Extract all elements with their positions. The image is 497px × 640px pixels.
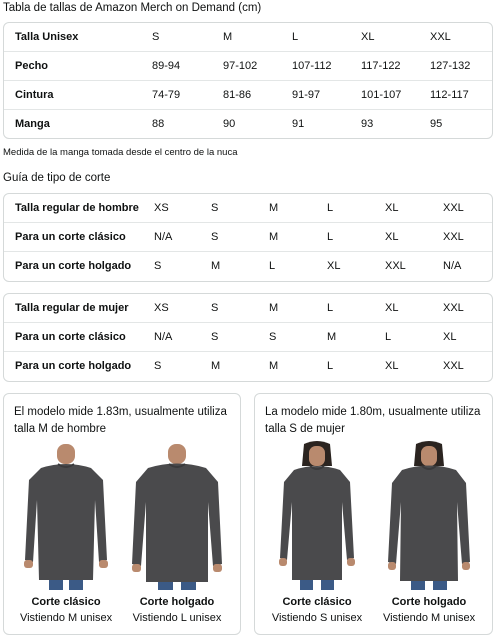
female-model-loose-photo — [374, 440, 484, 590]
size-col-xxl: XXL — [430, 31, 451, 43]
table-cell: XXL — [443, 302, 464, 314]
table-row — [4, 52, 492, 81]
row-label-chest: Pecho — [15, 60, 49, 72]
table-cell: L — [327, 231, 334, 243]
table-cell: M — [269, 231, 279, 243]
row-label-sleeve: Manga — [15, 118, 50, 130]
table-cell: 97-102 — [223, 60, 258, 72]
table-cell: 117-122 — [361, 60, 401, 72]
table-cell: XL — [385, 202, 399, 214]
table-cell: 91 — [292, 118, 305, 130]
table-cell: S — [154, 260, 162, 272]
female-loose-size-label: Vistiendo M unisex — [382, 612, 476, 624]
table-cell: N/A — [154, 331, 173, 343]
row-label-waist: Cintura — [15, 89, 54, 101]
row-label: Para un corte clásico — [15, 331, 126, 343]
size-col-xl: XL — [361, 31, 375, 43]
male-model-description: El modelo mide 1.83m, usualmente utiliza talla M de hombre — [14, 406, 227, 435]
table-cell: XS — [154, 202, 169, 214]
male-model-loose-photo — [122, 440, 232, 590]
men-fit-table — [3, 193, 493, 282]
table-cell: 90 — [223, 118, 236, 130]
row-label: Para un corte clásico — [15, 231, 126, 243]
row-label: Para un corte holgado — [15, 260, 132, 272]
table-cell: M — [327, 331, 337, 343]
male-loose-size-label: Vistiendo L unisex — [132, 612, 222, 624]
table-cell: L — [269, 260, 276, 272]
table-cell: XL — [443, 331, 457, 343]
table-cell: 127-132 — [430, 60, 471, 72]
row-label: Talla regular de mujer — [15, 302, 129, 314]
female-classic-fit-label: Corte clásico — [282, 596, 352, 608]
table-cell: XL — [385, 360, 399, 372]
sleeve-measurement-note: Medida de la manga tomada desde el centro de la nuca — [3, 147, 238, 158]
table-cell: 91-97 — [292, 89, 321, 101]
table-cell: S — [269, 331, 277, 343]
table-row — [4, 323, 492, 352]
table-cell: S — [211, 202, 219, 214]
table-cell: XL — [385, 302, 399, 314]
size-col-s: S — [152, 31, 160, 43]
size-col-l: L — [292, 31, 299, 43]
table-cell: 93 — [361, 118, 374, 130]
table-cell: 74-79 — [152, 89, 181, 101]
table-cell: S — [154, 360, 162, 372]
table-cell: N/A — [443, 260, 462, 272]
table-cell: N/A — [154, 231, 173, 243]
table-cell: M — [211, 360, 221, 372]
row-label: Para un corte holgado — [15, 360, 132, 372]
table-cell: 107-112 — [292, 60, 332, 72]
table-cell: 81-86 — [223, 89, 252, 101]
size-table-header-row — [4, 23, 492, 52]
table-cell: XXL — [443, 360, 464, 372]
table-cell: XXL — [443, 202, 464, 214]
male-classic-fit-label: Corte clásico — [31, 596, 101, 608]
table-cell: 112-117 — [430, 89, 469, 101]
table-cell: M — [269, 302, 279, 314]
table-cell: 88 — [152, 118, 165, 130]
size-table-caption: Tabla de tallas de Amazon Merch on Demand (cm) — [3, 2, 262, 14]
fit-guide-caption: Guía de tipo de corte — [3, 172, 111, 184]
male-model-classic-photo — [11, 440, 121, 590]
male-classic-size-label: Vistiendo M unisex — [19, 612, 113, 624]
table-cell: XXL — [385, 260, 406, 272]
table-cell: 95 — [430, 118, 443, 130]
table-cell: L — [327, 360, 334, 372]
table-cell: L — [327, 302, 334, 314]
table-row — [4, 194, 492, 223]
table-row — [4, 81, 492, 110]
female-model-description: La modelo mide 1.80m, usualmente utiliza talla S de mujer — [265, 406, 481, 435]
table-cell: XL — [327, 260, 341, 272]
female-loose-fit-label: Corte holgado — [391, 596, 467, 608]
table-row — [4, 352, 492, 381]
table-row — [4, 223, 492, 252]
table-cell: S — [211, 331, 219, 343]
size-col-m: M — [223, 31, 233, 43]
table-cell: XXL — [443, 231, 464, 243]
table-row — [4, 110, 492, 139]
women-fit-table — [3, 293, 493, 382]
male-loose-fit-label: Corte holgado — [139, 596, 215, 608]
table-cell: M — [269, 202, 279, 214]
table-cell: L — [385, 331, 392, 343]
female-model-classic-photo — [262, 440, 372, 590]
table-cell: 89-94 — [152, 60, 181, 72]
table-cell: XL — [385, 231, 399, 243]
female-classic-size-label: Vistiendo S unisex — [271, 612, 363, 624]
table-cell: M — [211, 260, 221, 272]
size-table — [3, 22, 493, 139]
table-cell: 101-107 — [361, 89, 402, 101]
table-row — [4, 294, 492, 323]
table-cell: L — [327, 202, 334, 214]
row-label: Talla regular de hombre — [15, 202, 139, 214]
table-cell: S — [211, 231, 219, 243]
table-cell: S — [211, 302, 219, 314]
table-row — [4, 252, 492, 281]
table-cell: XS — [154, 302, 169, 314]
table-cell: M — [269, 360, 279, 372]
size-table-header-label: Talla Unisex — [15, 31, 79, 43]
